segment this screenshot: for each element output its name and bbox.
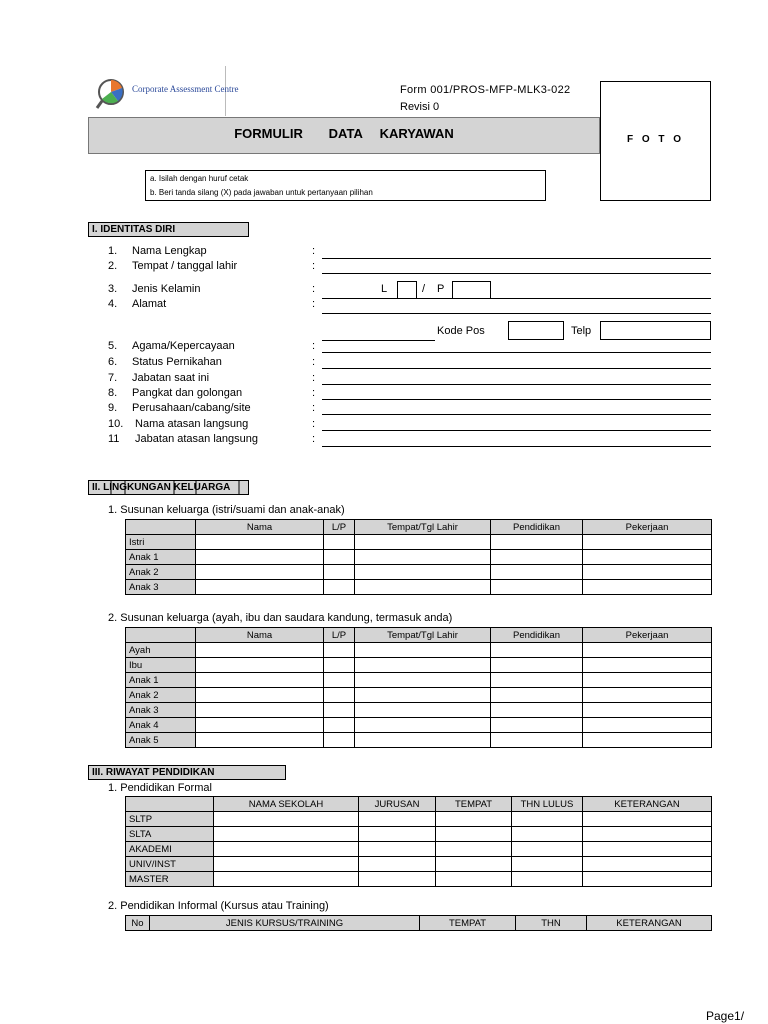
table-cell-input[interactable] [196, 565, 324, 580]
field-number: 11 [108, 433, 120, 445]
field-number: 7. [108, 372, 118, 384]
address-line-3[interactable] [322, 340, 435, 341]
table-cell-input[interactable] [196, 718, 324, 733]
field-colon: : [312, 372, 316, 384]
field-label: Status Pernikahan [132, 356, 222, 368]
row-label: Ibu [126, 658, 196, 673]
table-cell-input[interactable] [324, 688, 355, 703]
table-row [126, 688, 712, 703]
form-code: Form 001/PROS-MFP-MLK3-022 [400, 84, 571, 96]
table-cell-input[interactable] [214, 857, 359, 872]
table-cell-input[interactable] [324, 733, 355, 748]
table-cell-input[interactable] [583, 872, 712, 887]
column-header: Nama [196, 628, 324, 643]
page-number: Page1/ [706, 1009, 745, 1023]
table-cell-input[interactable] [196, 643, 324, 658]
table-cell-input[interactable] [355, 733, 491, 748]
column-header [126, 520, 196, 535]
row-label: AKADEMI [126, 842, 214, 857]
row-label: Anak 5 [126, 733, 196, 748]
table-cell-input[interactable] [196, 703, 324, 718]
pendidikan-sub1: 1. Pendidikan Formal [108, 782, 212, 794]
field-input-line[interactable] [322, 384, 711, 385]
table-cell-input[interactable] [583, 643, 712, 658]
field-number: 4. [108, 298, 118, 310]
table-row [126, 643, 712, 658]
section-keluarga-dividers [88, 480, 249, 495]
table-cell-input[interactable] [436, 842, 512, 857]
table-cell-input[interactable] [196, 673, 324, 688]
column-header: Pekerjaan [583, 628, 712, 643]
table-row [126, 733, 712, 748]
column-header: KETERANGAN [583, 797, 712, 812]
table-row [126, 827, 712, 842]
table-cell-input[interactable] [324, 643, 355, 658]
table-row [126, 565, 712, 580]
table-row [126, 718, 712, 733]
instructions-box [145, 170, 546, 201]
informal-education-table [125, 915, 712, 931]
field-input-line[interactable] [322, 399, 711, 400]
formal-education-table [125, 796, 712, 887]
field-label: Jabatan saat ini [132, 372, 210, 384]
table-row [126, 658, 712, 673]
column-header: NAMA SEKOLAH [214, 797, 359, 812]
table-cell-input[interactable] [491, 565, 583, 580]
table-row [126, 842, 712, 857]
table-cell-input[interactable] [359, 827, 436, 842]
table-cell-input[interactable] [583, 703, 712, 718]
table-cell-input[interactable] [491, 673, 583, 688]
table-cell-input[interactable] [491, 733, 583, 748]
table-cell-input[interactable] [583, 550, 712, 565]
column-header [126, 797, 214, 812]
table-cell-input[interactable] [196, 535, 324, 550]
field-number: 10. [108, 418, 124, 430]
table-row [126, 812, 712, 827]
column-header: Pendidikan [491, 628, 583, 643]
table-cell-input[interactable] [583, 842, 712, 857]
table-cell-input[interactable] [324, 658, 355, 673]
field-input-line[interactable] [322, 446, 711, 447]
table-header-row [126, 628, 712, 643]
table-cell-input[interactable] [491, 535, 583, 550]
gender-l-checkbox[interactable] [397, 281, 417, 299]
address-line-2[interactable] [322, 313, 711, 314]
table-cell-input[interactable] [359, 857, 436, 872]
table-cell-input[interactable] [359, 872, 436, 887]
field-number: 1. [108, 245, 118, 257]
row-label: SLTA [126, 827, 214, 842]
field-number: 2. [108, 260, 118, 272]
instruction-a: a. Isilah dengan huruf cetak [150, 174, 249, 183]
field-label: Nama atasan langsung [132, 418, 249, 430]
table-cell-input[interactable] [436, 812, 512, 827]
field-label: Jabatan atasan langsung [132, 433, 258, 445]
column-header: THN LULUS [512, 797, 583, 812]
column-header: Pekerjaan [583, 520, 712, 535]
table-cell-input[interactable] [196, 733, 324, 748]
table-cell-input[interactable] [324, 550, 355, 565]
row-label: Ayah [126, 643, 196, 658]
kode-pos-input[interactable] [508, 321, 564, 340]
table-cell-input[interactable] [324, 580, 355, 595]
table-header-row [126, 916, 712, 931]
table-cell-input[interactable] [583, 565, 712, 580]
table-cell-input[interactable] [436, 872, 512, 887]
field-input-line[interactable] [322, 352, 711, 353]
table-cell-input[interactable] [512, 857, 583, 872]
table-cell-input[interactable] [355, 688, 491, 703]
table-cell-input[interactable] [436, 857, 512, 872]
family-table-2 [125, 627, 712, 748]
field-colon: : [312, 356, 316, 368]
field-number: 6. [108, 356, 118, 368]
row-label: Anak 1 [126, 673, 196, 688]
field-colon: : [312, 298, 316, 310]
column-header: Tempat/Tgl Lahir [355, 520, 491, 535]
column-header: JENIS KURSUS/TRAINING [150, 916, 420, 931]
table-cell-input[interactable] [512, 812, 583, 827]
table-cell-input[interactable] [355, 658, 491, 673]
table-cell-input[interactable] [583, 535, 712, 550]
column-header: TEMPAT [420, 916, 516, 931]
pendidikan-sub2: 2. Pendidikan Informal (Kursus atau Training) [108, 900, 329, 912]
row-label: Anak 3 [126, 580, 196, 595]
table-row [126, 857, 712, 872]
table-cell-input[interactable] [355, 673, 491, 688]
field-number: 9. [108, 402, 118, 414]
table-cell-input[interactable] [583, 718, 712, 733]
gender-l-label: L [381, 283, 388, 295]
field-colon: : [312, 283, 316, 295]
row-label: SLTP [126, 812, 214, 827]
field-label: Jenis Kelamin [132, 283, 201, 295]
table-cell-input[interactable] [512, 827, 583, 842]
table-cell-input[interactable] [324, 565, 355, 580]
keluarga-sub1: 1. Susunan keluarga (istri/suami dan anak-anak) [108, 504, 345, 516]
table-cell-input[interactable] [583, 827, 712, 842]
column-header [126, 628, 196, 643]
section-keluarga-title: II. LINGKUNGAN KELUARGA [88, 480, 249, 495]
field-colon: : [312, 402, 316, 414]
telp-label: Telp [571, 325, 592, 337]
table-cell-input[interactable] [583, 812, 712, 827]
table-row [126, 673, 712, 688]
field-label: Pangkat dan golongan [132, 387, 243, 399]
table-cell-input[interactable] [214, 872, 359, 887]
table-row [126, 703, 712, 718]
table-cell-input[interactable] [196, 658, 324, 673]
row-label: Istri [126, 535, 196, 550]
table-cell-input[interactable] [355, 580, 491, 595]
logo-text: Corporate Assessment Centre [132, 84, 239, 94]
field-label: Nama Lengkap [132, 245, 207, 257]
kode-pos-label: Kode Pos [437, 325, 485, 337]
table-cell-input[interactable] [359, 812, 436, 827]
table-cell-input[interactable] [491, 580, 583, 595]
column-header: No [126, 916, 150, 931]
family-table-1 [125, 519, 712, 595]
row-label: Anak 3 [126, 703, 196, 718]
logo-emblem-icon [94, 74, 134, 114]
revision-label: Revisi 0 [400, 101, 440, 113]
column-header: JURUSAN [359, 797, 436, 812]
table-cell-input[interactable] [214, 842, 359, 857]
field-number: 3. [108, 283, 118, 295]
table-cell-input[interactable] [512, 842, 583, 857]
table-cell-input[interactable] [583, 658, 712, 673]
table-row [126, 550, 712, 565]
table-cell-input[interactable] [491, 703, 583, 718]
table-cell-input[interactable] [355, 703, 491, 718]
row-label: Anak 4 [126, 718, 196, 733]
gender-separator: / [422, 283, 426, 295]
keluarga-sub2: 2. Susunan keluarga (ayah, ibu dan saudara kandung, termasuk anda) [108, 612, 453, 624]
column-header: TEMPAT [436, 797, 512, 812]
table-cell-input[interactable] [355, 565, 491, 580]
field-label: Agama/Kepercayaan [132, 340, 235, 352]
field-number: 8. [108, 387, 118, 399]
form-title: FORMULIR DATA KARYAWAN [234, 126, 454, 141]
field-input-line[interactable] [322, 368, 711, 369]
table-cell-input[interactable] [491, 658, 583, 673]
table-cell-input[interactable] [355, 643, 491, 658]
table-cell-input[interactable] [324, 703, 355, 718]
table-cell-input[interactable] [355, 535, 491, 550]
table-row [126, 872, 712, 887]
table-cell-input[interactable] [512, 872, 583, 887]
table-cell-input[interactable] [214, 827, 359, 842]
table-cell-input[interactable] [583, 857, 712, 872]
table-row [126, 535, 712, 550]
column-header: L/P [324, 628, 355, 643]
photo-box[interactable] [600, 81, 711, 201]
row-label: Anak 2 [126, 565, 196, 580]
field-number: 5. [108, 340, 118, 352]
field-input-line[interactable] [322, 430, 711, 431]
instruction-b: b. Beri tanda silang (X) pada jawaban untuk pertanyaan pilihan [150, 188, 373, 197]
row-label: Anak 2 [126, 688, 196, 703]
row-label: MASTER [126, 872, 214, 887]
field-label: Perusahaan/cabang/site [132, 402, 251, 414]
column-header: Tempat/Tgl Lahir [355, 628, 491, 643]
column-header: THN [516, 916, 587, 931]
form-title-bar [88, 117, 600, 154]
table-cell-input[interactable] [324, 673, 355, 688]
table-cell-input[interactable] [324, 535, 355, 550]
table-header-row [126, 797, 712, 812]
column-header: L/P [324, 520, 355, 535]
table-cell-input[interactable] [196, 688, 324, 703]
field-colon: : [312, 387, 316, 399]
column-header: Pendidikan [491, 520, 583, 535]
field-input-line[interactable] [322, 258, 711, 259]
field-colon: : [312, 433, 316, 445]
table-row [126, 580, 712, 595]
section-pendidikan-title: III. RIWAYAT PENDIDIKAN [88, 765, 286, 780]
row-label: Anak 1 [126, 550, 196, 565]
row-label: UNIV/INST [126, 857, 214, 872]
table-cell-input[interactable] [355, 718, 491, 733]
table-header-row [126, 520, 712, 535]
gender-p-checkbox[interactable] [452, 281, 491, 299]
table-cell-input[interactable] [491, 688, 583, 703]
section-identitas-title: I. IDENTITAS DIRI [88, 222, 249, 237]
table-cell-input[interactable] [583, 733, 712, 748]
table-cell-input[interactable] [359, 842, 436, 857]
table-cell-input[interactable] [491, 718, 583, 733]
table-cell-input[interactable] [324, 718, 355, 733]
table-cell-input[interactable] [436, 827, 512, 842]
field-colon: : [312, 418, 316, 430]
column-header: Nama [196, 520, 324, 535]
table-cell-input[interactable] [583, 580, 712, 595]
field-colon: : [312, 245, 316, 257]
table-cell-input[interactable] [491, 643, 583, 658]
gender-p-label: P [437, 283, 445, 295]
table-cell-input[interactable] [583, 688, 712, 703]
table-cell-input[interactable] [583, 673, 712, 688]
table-cell-input[interactable] [196, 580, 324, 595]
field-input-line[interactable] [322, 298, 711, 299]
field-input-line[interactable] [322, 273, 711, 274]
table-cell-input[interactable] [196, 550, 324, 565]
field-colon: : [312, 260, 316, 272]
table-cell-input[interactable] [491, 550, 583, 565]
field-label: Tempat / tanggal lahir [132, 260, 238, 272]
field-label: Alamat [132, 298, 167, 310]
photo-label: F O T O [626, 134, 685, 145]
telp-input[interactable] [600, 321, 711, 340]
company-logo [90, 66, 239, 116]
field-input-line[interactable] [322, 414, 711, 415]
table-cell-input[interactable] [214, 812, 359, 827]
column-header: KETERANGAN [587, 916, 712, 931]
field-colon: : [312, 340, 316, 352]
table-cell-input[interactable] [355, 550, 491, 565]
